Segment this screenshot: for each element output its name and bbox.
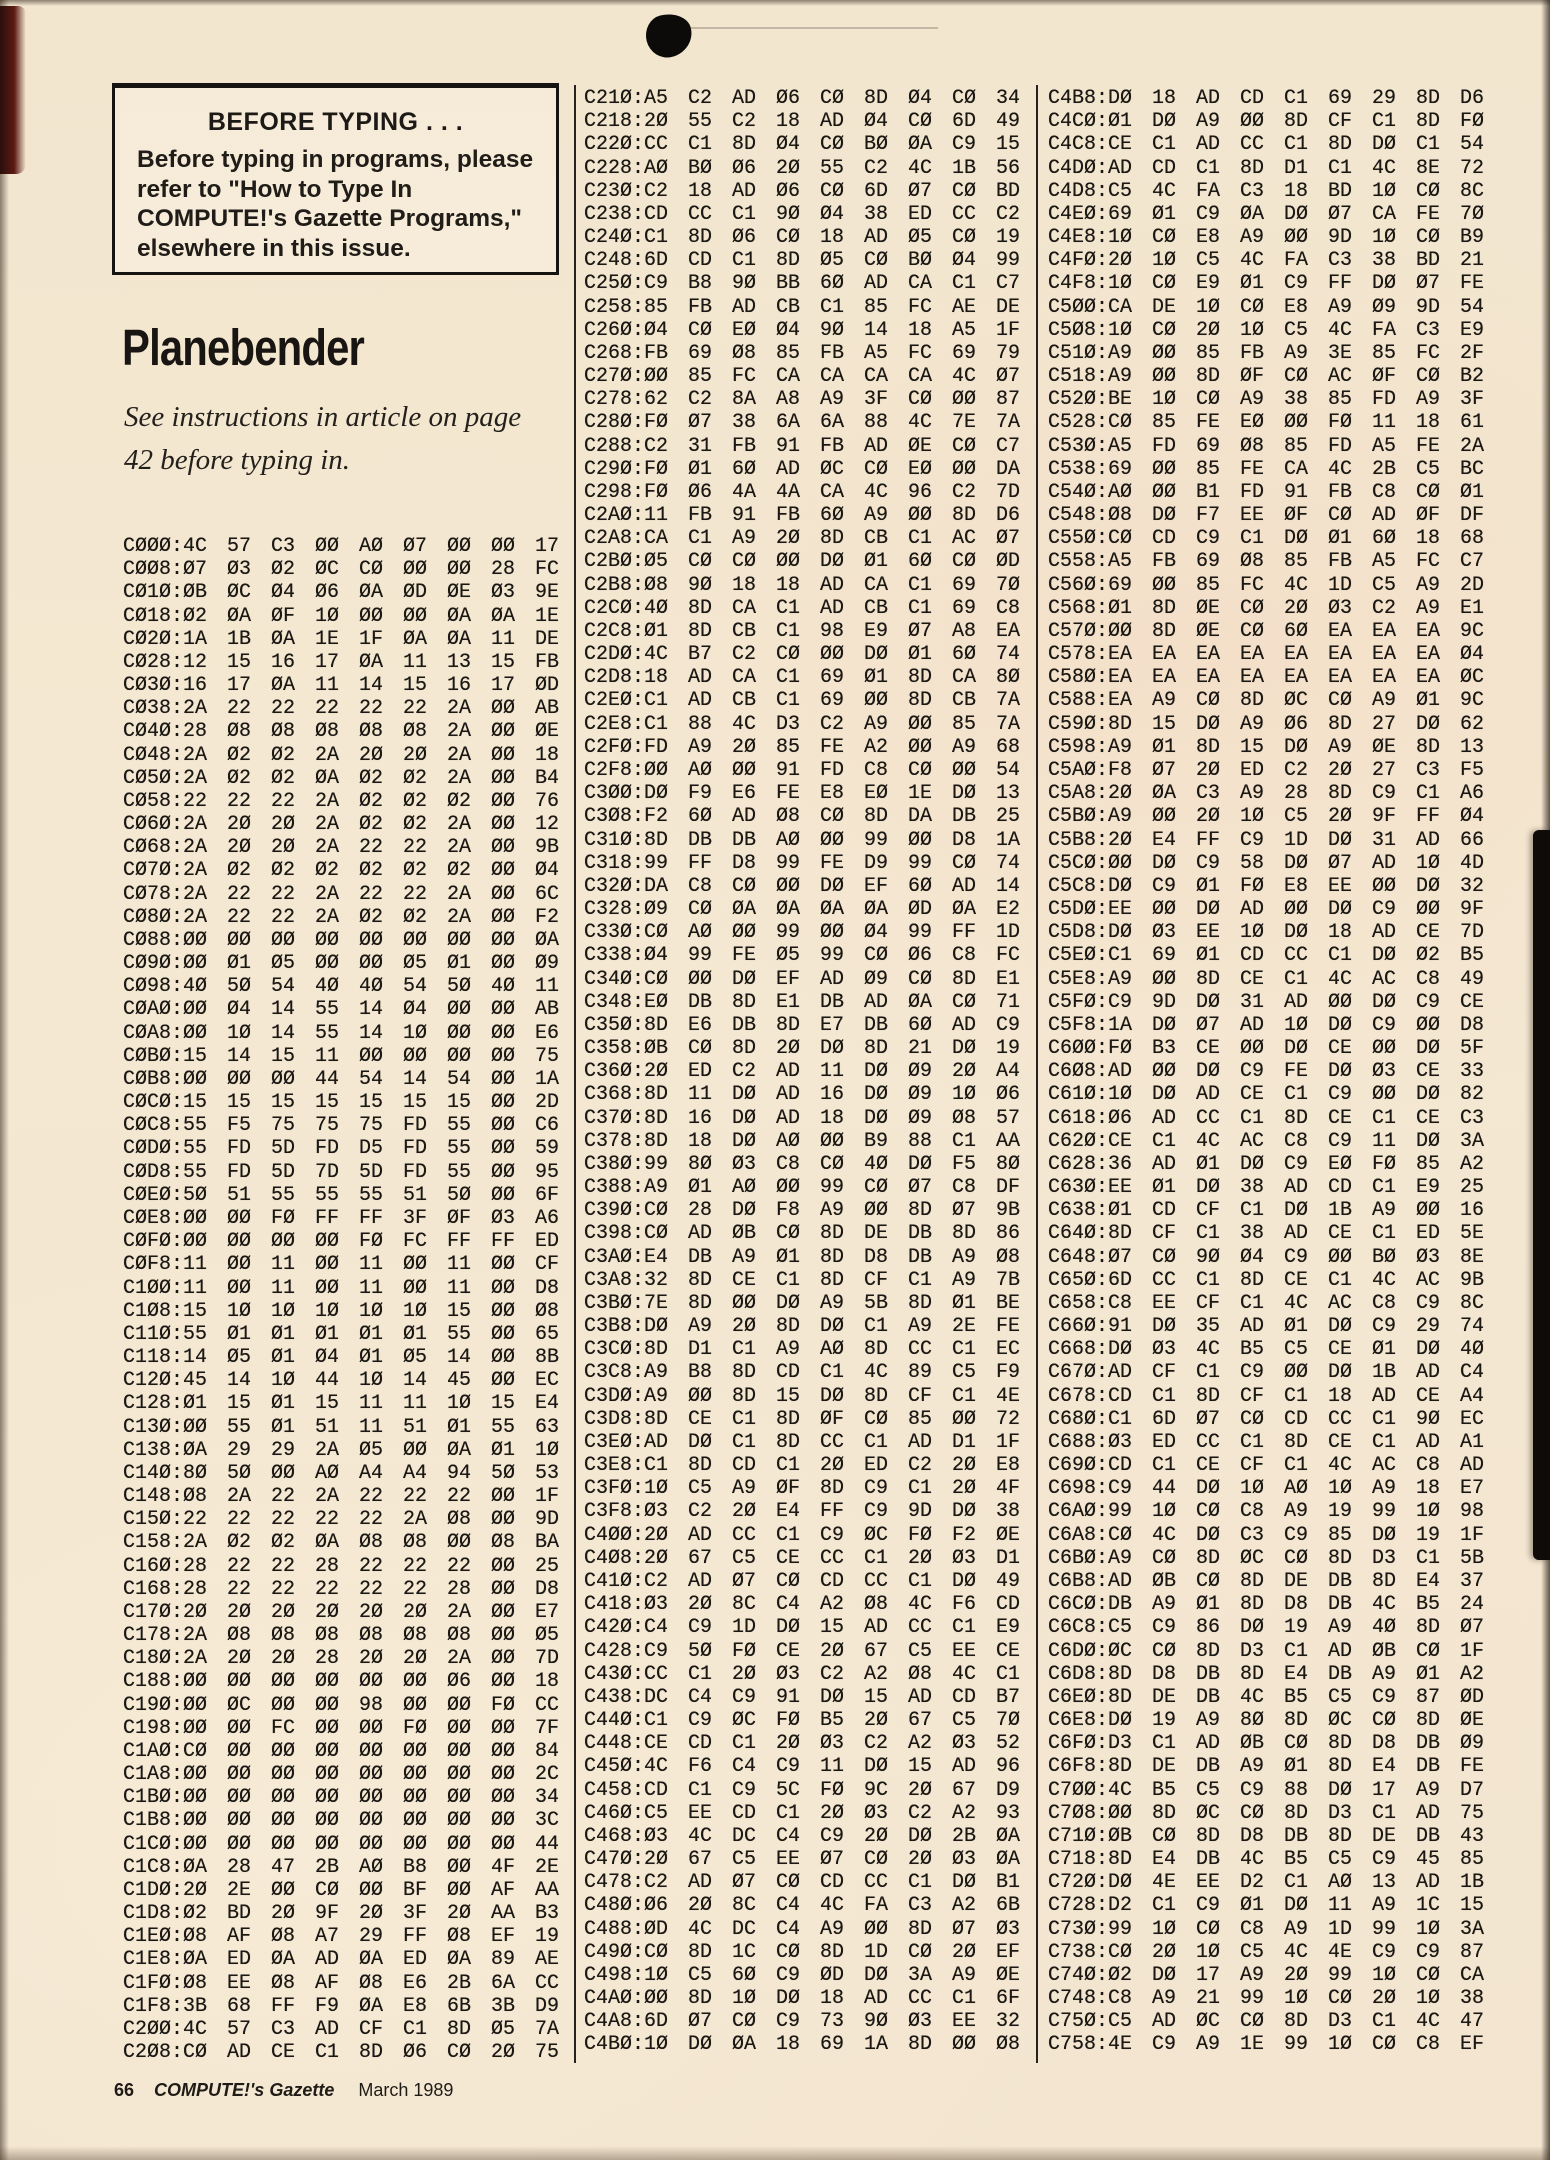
listing-line: C66Ø:91 DØ 35 AD Ø1 DØ C9 29 74 (1048, 1315, 1485, 1339)
listing-line: C4B8:DØ 18 AD CD C1 69 29 8D D6 (1048, 87, 1485, 110)
listing-line: C2EØ:C1 AD CB C1 69 ØØ 8D CB 7A (584, 689, 1021, 713)
listing-column-3 (1048, 87, 1484, 2057)
listing-line: C1EØ:Ø8 AF Ø8 A7 29 FF Ø8 EF 19 (123, 1925, 560, 1949)
listing-line: C25Ø:C9 B8 9Ø BB 6Ø AD CA C1 C7 (584, 272, 1021, 296)
listing-line: C12Ø:45 14 1Ø 44 1Ø 14 45 ØØ EC (123, 1369, 560, 1393)
listing-line: C598:A9 Ø1 8D 15 DØ A9 ØE 8D 13 (1048, 735, 1485, 759)
listing-line: CØ9Ø:ØØ Ø1 Ø5 ØØ ØØ Ø5 Ø1 ØØ Ø9 (123, 952, 560, 976)
listing-line: C3D8:8D CE C1 8D ØF CØ 85 ØØ 72 (584, 1407, 1021, 1431)
listing-line: CØFØ:ØØ ØØ ØØ ØØ FØ FC FF FF ED (123, 1230, 560, 1254)
listing-line: C328:Ø9 CØ ØA ØA ØA ØA ØD ØA E2 (584, 898, 1021, 922)
listing-line: CØ78:2A 22 22 2A 22 22 2A ØØ 6C (123, 882, 560, 906)
listing-line: C6CØ:DB A9 Ø1 8D D8 DB 4C B5 24 (1048, 1593, 1485, 1617)
listing-line: C3E8:C1 8D CD C1 2Ø ED C2 2Ø E8 (584, 1454, 1021, 1478)
listing-line: CØEØ:5Ø 51 55 55 55 51 5Ø ØØ 6F (123, 1183, 560, 1207)
listing-line: C38Ø:99 8Ø Ø3 C8 CØ 4Ø DØ F5 8Ø (584, 1152, 1021, 1176)
listing-line: CØØ8:Ø7 Ø3 Ø2 ØC CØ ØØ ØØ 28 FC (123, 558, 560, 582)
listing-line: C49Ø:CØ 8D 1C CØ 8D 1D CØ 2Ø EF (584, 1940, 1021, 1964)
listing-line: C62Ø:CE C1 4C AC C8 C9 11 DØ 3A (1048, 1129, 1485, 1153)
scan-bottom-edge (0, 2146, 1550, 2160)
listing-line: C1AØ:CØ ØØ ØØ ØØ ØØ ØØ ØØ ØØ 84 (123, 1739, 560, 1763)
listing-line: C63Ø:EE Ø1 DØ 38 AD CD C1 E9 25 (1048, 1176, 1485, 1200)
listing-line: C118:14 Ø5 Ø1 Ø4 Ø1 Ø5 14 ØØ 8B (123, 1346, 560, 1370)
listing-line: C6DØ:ØC CØ 8D D3 C1 AD ØB CØ 1F (1048, 1639, 1485, 1663)
listing-line: C4ØØ:2Ø AD CC C1 C9 ØC FØ F2 ØE (584, 1523, 1021, 1547)
listing-line: C518:A9 ØØ 8D ØF CØ AC ØF CØ B2 (1048, 365, 1485, 389)
listing-line: C1B8:ØØ ØØ ØØ ØØ ØØ ØØ ØØ ØØ 3C (123, 1809, 560, 1833)
listing-line: C378:8D 18 DØ AØ ØØ B9 88 C1 AA (584, 1129, 1021, 1153)
listing-line: C2ØØ:4C 57 C3 AD CF C1 8D Ø5 7A (123, 2018, 560, 2041)
listing-line: C65Ø:6D CC C1 8D CE C1 4C AC 9B (1048, 1268, 1485, 1292)
listing-line: C2B8:Ø8 9Ø 18 18 AD CA C1 69 7Ø (584, 573, 1021, 597)
listing-line: C478:C2 AD Ø7 CØ CD CC C1 DØ B1 (584, 1871, 1021, 1895)
listing-line: C51Ø:A9 ØØ 85 FB A9 3E 85 FC 2F (1048, 341, 1485, 365)
listing-line: C3DØ:A9 ØØ 8D 15 DØ 8D CF C1 4E (584, 1384, 1021, 1408)
listing-line: C5CØ:ØØ DØ C9 58 DØ Ø7 AD 1Ø 4D (1048, 851, 1485, 875)
listing-line: C198:ØØ ØØ FC ØØ ØØ FØ ØØ ØØ 7F (123, 1716, 560, 1740)
listing-line: C43Ø:CC C1 2Ø Ø3 C2 A2 Ø8 4C C1 (584, 1662, 1021, 1686)
listing-line: C4C8:CE C1 AD CC C1 8D DØ C1 54 (1048, 133, 1485, 157)
listing-line: C46Ø:C5 EE CD C1 2Ø Ø3 C2 A2 93 (584, 1801, 1021, 1825)
listing-line: C24Ø:C1 8D Ø6 CØ 18 AD Ø5 CØ 19 (584, 226, 1021, 250)
listing-line: C69Ø:CD C1 CE CF C1 4C AC C8 AD (1048, 1454, 1485, 1478)
listing-line: C6EØ:8D DE DB 4C B5 C5 C9 87 ØD (1048, 1685, 1485, 1709)
listing-line: C3AØ:E4 DB A9 Ø1 8D D8 DB A9 Ø8 (584, 1245, 1021, 1269)
listing-line: CØ38:2A 22 22 22 22 22 2A ØØ AB (123, 697, 560, 721)
listing-line: CØ6Ø:2A 2Ø 2Ø 2A Ø2 Ø2 2A ØØ 12 (123, 813, 560, 837)
listing-line: C44Ø:C1 C9 ØC FØ B5 2Ø 67 C5 7Ø (584, 1709, 1021, 1733)
program-instructions (124, 396, 521, 482)
listing-line: C28Ø:FØ Ø7 38 6A 6A 88 4C 7E 7A (584, 411, 1021, 435)
listing-line: C61Ø:1Ø DØ AD CE C1 C9 ØØ DØ 82 (1048, 1083, 1485, 1107)
listing-line: C6E8:DØ 19 A9 8Ø 8D ØC CØ 8D ØE (1048, 1709, 1485, 1733)
listing-line: C2DØ:4C B7 C2 CØ ØØ DØ Ø1 6Ø 74 (584, 643, 1021, 667)
listing-line: C688:Ø3 ED CC C1 8D CE C1 AD A1 (1048, 1430, 1485, 1454)
listing-line: C48Ø:Ø6 2Ø 8C C4 4C FA C3 A2 6B (584, 1894, 1021, 1918)
listing-line: C2Ø8:CØ AD CE C1 8D Ø6 CØ 2Ø 75 (123, 2041, 560, 2065)
listing-line: CØCØ:15 15 15 15 15 15 15 ØØ 2D (123, 1091, 560, 1115)
listing-line: CØ98:4Ø 5Ø 54 4Ø 4Ø 54 5Ø 4Ø 11 (123, 975, 560, 999)
listing-line: C3ØØ:DØ F9 E6 FE E8 EØ 1E DØ 13 (584, 782, 1021, 806)
listing-line: C5EØ:C1 69 Ø1 CD CC C1 DØ Ø2 B5 (1048, 944, 1485, 968)
listing-line: C56Ø:69 ØØ 85 FC 4C 1D C5 A9 2D (1048, 573, 1485, 597)
listing-line: C658:C8 EE CF C1 4C AC C8 C9 8C (1048, 1291, 1485, 1315)
listing-line: C418:Ø3 2Ø 8C C4 A2 Ø8 4C F6 CD (584, 1593, 1021, 1617)
scan-right-edge-dark (1533, 830, 1550, 1560)
listing-line: CØ7Ø:2A Ø2 Ø2 Ø2 Ø2 Ø2 Ø2 ØØ Ø4 (123, 859, 560, 883)
listing-line: C228:AØ BØ Ø6 2Ø 55 C2 4C 1B 56 (584, 156, 1021, 180)
listing-line: C388:A9 Ø1 AØ ØØ 99 CØ Ø7 C8 DF (584, 1176, 1021, 1200)
listing-line: C5E8:A9 ØØ 8D CE C1 4C AC C8 49 (1048, 967, 1485, 991)
listing-column-1 (123, 535, 559, 2064)
listing-line: C32Ø:DA C8 CØ ØØ DØ EF 6Ø AD 14 (584, 874, 1021, 898)
listing-line: C31Ø:8D DB DB AØ ØØ 99 ØØ D8 1A (584, 828, 1021, 852)
listing-line: C54Ø:AØ ØØ B1 FD 91 FB C8 CØ Ø1 (1048, 480, 1485, 504)
listing-line: C4AØ:ØØ 8D 1Ø DØ 18 AD CC C1 6F (584, 1987, 1021, 2011)
listing-line: C6C8:C5 C9 86 DØ 19 A9 4Ø 8D Ø7 (1048, 1616, 1485, 1640)
listing-line: C588:EA A9 CØ 8D ØC CØ A9 Ø1 9C (1048, 689, 1485, 713)
listing-line: C5A8:2Ø ØA C3 A9 28 8D C9 C1 A6 (1048, 782, 1485, 806)
listing-line: C1Ø8:15 1Ø 1Ø 1Ø 1Ø 1Ø 15 ØØ Ø8 (123, 1299, 560, 1323)
listing-line: C698:C9 44 DØ 1Ø AØ 1Ø A9 18 E7 (1048, 1477, 1485, 1501)
listing-line: C4A8:6D Ø7 CØ C9 73 9Ø Ø3 EE 32 (584, 2010, 1021, 2034)
listing-line: C2CØ:4Ø 8D CA C1 AD CB C1 69 C8 (584, 596, 1021, 620)
listing-line: CØBØ:15 14 15 11 ØØ ØØ ØØ ØØ 75 (123, 1044, 560, 1068)
listing-line: C35Ø:8D E6 DB 8D E7 DB 6Ø AD C9 (584, 1013, 1021, 1037)
listing-line: C278:62 C2 8A A8 A9 3F CØ ØØ 87 (584, 388, 1021, 412)
listing-line: C68Ø:C1 6D Ø7 CØ CD CC C1 9Ø EC (1048, 1407, 1485, 1431)
column-divider (574, 85, 576, 2063)
notice-line: COMPUTE!'s Gazette Programs," (137, 205, 523, 232)
listing-line: C528:CØ 85 FE EØ ØØ FØ 11 18 61 (1048, 411, 1485, 435)
notice-line: elsewhere in this issue. (137, 234, 411, 262)
listing-line: CØ28:12 15 16 17 ØA 11 13 15 FB (123, 650, 560, 674)
listing-line: C11Ø:55 Ø1 Ø1 Ø1 Ø1 Ø1 55 ØØ 65 (123, 1322, 560, 1346)
listing-line: C448:CE CD C1 2Ø Ø3 C2 A2 Ø3 52 (584, 1732, 1021, 1756)
listing-line: C2A8:CA C1 A9 2Ø 8D CB C1 AC Ø7 (584, 527, 1021, 551)
listing-line: C58Ø:EA EA EA EA EA EA EA EA ØC (1048, 666, 1485, 690)
listing-line: C16Ø:28 22 22 28 22 22 22 ØØ 25 (123, 1554, 560, 1578)
listing-line: C19Ø:ØØ ØC ØØ ØØ 98 ØØ ØØ FØ CC (123, 1693, 560, 1717)
notice-title: BEFORE TYPING . . . (207, 108, 464, 136)
listing-line: C75Ø:C5 AD ØC CØ 8D D3 C1 4C 47 (1048, 2010, 1485, 2034)
listing-line: C3A8:32 8D CE C1 8D CF C1 A9 7B (584, 1268, 1021, 1292)
listing-line: C298:FØ Ø6 4A 4A CA 4C 96 C2 7D (584, 480, 1021, 504)
listing-line: C26Ø:Ø4 CØ EØ Ø4 9Ø 14 18 A5 1F (584, 318, 1021, 342)
listing-line: C6B8:AD ØB CØ 8D DE DB 8D E4 37 (1048, 1570, 1485, 1593)
listing-line: C5F8:1A DØ Ø7 AD 1Ø DØ C9 ØØ D8 (1048, 1013, 1485, 1037)
listing-line: C288:C2 31 FB 91 FB AD ØE CØ C7 (584, 434, 1021, 458)
listing-line: C638:Ø1 CD CF C1 DØ 1B A9 ØØ 16 (1048, 1199, 1485, 1223)
listing-line: C468:Ø3 4C DC C4 C9 2Ø DØ 2B ØA (584, 1824, 1021, 1848)
listing-line: C34Ø:CØ ØØ DØ EF AD Ø9 CØ 8D E1 (584, 967, 1021, 991)
listing-line: C5AØ:F8 Ø7 2Ø ED C2 2Ø 27 C3 F5 (1048, 758, 1485, 782)
listing-line: C218:2Ø 55 C2 18 AD Ø4 CØ 6D 49 (584, 110, 1021, 134)
listing-line: C1ØØ:11 ØØ 11 ØØ 11 ØØ 11 ØØ D8 (123, 1276, 560, 1300)
listing-line: C5ØØ:CA DE 1Ø CØ E8 A9 Ø9 9D 54 (1048, 295, 1485, 319)
listing-line: C438:DC C4 C9 91 DØ 15 AD CD B7 (584, 1685, 1021, 1709)
listing-line: C6A8:CØ 4C DØ C3 C9 85 DØ 19 1F (1048, 1523, 1485, 1547)
listing-line: C52Ø:BE 1Ø CØ A9 38 85 FD A9 3F (1048, 388, 1485, 412)
listing-line: C73Ø:99 1Ø CØ C8 A9 1D 99 1Ø 3A (1048, 1917, 1485, 1941)
listing-line: CØC8:55 F5 75 75 75 FD 55 ØØ C6 (123, 1114, 560, 1138)
scan-ink-smear (688, 27, 938, 29)
listing-line: C33Ø:CØ AØ ØØ 99 ØØ Ø4 99 FF 1D (584, 921, 1021, 945)
listing-line: C358:ØB CØ 8D 2Ø DØ 8D 21 DØ 19 (584, 1037, 1021, 1061)
listing-line: C758:4E C9 A9 1E 99 1Ø CØ C8 EF (1048, 2033, 1485, 2057)
listing-line: C738:CØ 2Ø 1Ø C5 4C 4E C9 C9 87 (1048, 1940, 1485, 1964)
listing-line: C13Ø:ØØ 55 Ø1 51 11 51 Ø1 55 63 (123, 1415, 560, 1439)
listing-line: C248:6D CD C1 8D Ø5 CØ BØ Ø4 99 (584, 249, 1021, 273)
listing-line: C458:CD C1 C9 5C FØ 9C 2Ø 67 D9 (584, 1778, 1021, 1802)
listing-line: C7ØØ:4C B5 C5 C9 88 DØ 17 A9 D7 (1048, 1778, 1485, 1802)
listing-line: C728:D2 C1 C9 Ø1 DØ 11 A9 1C 15 (1048, 1894, 1485, 1918)
listing-line: CØ8Ø:2A 22 22 2A Ø2 Ø2 2A ØØ F2 (123, 905, 560, 929)
listing-line: C7Ø8:ØØ 8D ØC CØ 8D D3 C1 AD 75 (1048, 1801, 1485, 1825)
listing-line: CØAØ:ØØ Ø4 14 55 14 Ø4 ØØ ØØ AB (123, 998, 560, 1022)
listing-line: C5DØ:EE ØØ DØ AD ØØ DØ C9 ØØ 9F (1048, 898, 1485, 922)
listing-line: CØØØ:4C 57 C3 ØØ AØ Ø7 ØØ ØØ 17 (123, 535, 560, 558)
listing-line: C668:DØ Ø3 4C B5 C5 CE Ø1 DØ 4Ø (1048, 1338, 1485, 1362)
listing-line: C53Ø:A5 FD 69 Ø8 85 FD A5 FE 2A (1048, 434, 1485, 458)
scan-top-edge (0, 0, 1550, 6)
listing-line: C428:C9 5Ø FØ CE 2Ø 67 C5 EE CE (584, 1639, 1021, 1663)
listing-line: C258:85 FB AD CB C1 85 FC AE DE (584, 295, 1021, 319)
listing-line: C4DØ:AD CD C1 8D D1 C1 4C 8E 72 (1048, 156, 1485, 180)
listing-line: C15Ø:22 22 22 22 22 2A Ø8 ØØ 9D (123, 1508, 560, 1532)
listing-line: C4EØ:69 Ø1 C9 ØA DØ Ø7 CA FE 7Ø (1048, 202, 1485, 226)
listing-line: C318:99 FF D8 99 FE D9 99 CØ 74 (584, 851, 1021, 875)
listing-line: C1C8:ØA 28 47 2B AØ B8 ØØ 4F 2E (123, 1855, 560, 1879)
listing-line: CØ5Ø:2A Ø2 Ø2 ØA Ø2 Ø2 2A ØØ B4 (123, 766, 560, 790)
listing-line: CØB8:ØØ ØØ ØØ 44 54 14 54 ØØ 1A (123, 1067, 560, 1091)
listing-line: C548:Ø8 DØ F7 EE ØF CØ AD ØF DF (1048, 504, 1485, 528)
listing-line: C238:CD CC C1 9Ø Ø4 38 ED CC C2 (584, 202, 1021, 226)
listing-line: C1E8:ØA ED ØA AD ØA ED ØA 89 AE (123, 1948, 560, 1972)
listing-line: CØE8:ØØ ØØ FØ FF FF 3F ØF Ø3 A6 (123, 1206, 560, 1230)
program-title: Planebender (122, 319, 364, 376)
listing-line: C1FØ:Ø8 EE Ø8 AF Ø8 E6 2B 6A CC (123, 1971, 560, 1995)
listing-line: C6F8:8D DE DB A9 Ø1 8D E4 DB FE (1048, 1755, 1485, 1779)
listing-line: C6BØ:A9 CØ 8D ØC CØ 8D D3 C1 5B (1048, 1546, 1485, 1570)
listing-line: C2AØ:11 FB 91 FB 6Ø A9 ØØ 8D D6 (584, 504, 1021, 528)
listing-line: C1A8:ØØ ØØ ØØ ØØ ØØ ØØ ØØ ØØ 2C (123, 1763, 560, 1787)
listing-line: C5Ø8:1Ø CØ 2Ø 1Ø C5 4C FA C3 E9 (1048, 318, 1485, 342)
listing-line: C37Ø:8D 16 DØ AD 18 DØ Ø9 Ø8 57 (584, 1106, 1021, 1130)
listing-line: CØ58:22 22 22 2A Ø2 Ø2 Ø2 ØØ 76 (123, 789, 560, 813)
listing-line: C72Ø:DØ 4E EE D2 C1 AØ 13 AD 1B (1048, 1871, 1485, 1895)
listing-line: C2D8:18 AD CA C1 69 Ø1 8D CA 8Ø (584, 666, 1021, 690)
listing-line: C3BØ:7E 8D ØØ DØ A9 5B 8D Ø1 BE (584, 1291, 1021, 1315)
listing-line: C4D8:C5 4C FA C3 18 BD 1Ø CØ 8C (1048, 179, 1485, 203)
listing-line: CØA8:ØØ 1Ø 14 55 14 1Ø ØØ ØØ E6 (123, 1021, 560, 1045)
listing-line: CØ3Ø:16 17 ØA 11 14 15 16 17 ØD (123, 674, 560, 698)
listing-line: C718:8D E4 DB 4C B5 C5 C9 45 85 (1048, 1848, 1485, 1872)
column-divider (1036, 85, 1038, 2063)
listing-line: C578:EA EA EA EA EA EA EA EA Ø4 (1048, 643, 1485, 667)
listing-line: C29Ø:FØ Ø1 6Ø AD ØC CØ EØ ØØ DA (584, 457, 1021, 481)
listing-line: C39Ø:CØ 28 DØ F8 A9 ØØ 8D Ø7 9B (584, 1199, 1021, 1223)
listing-line: C4Ø8:2Ø 67 C5 CE CC C1 2Ø Ø3 D1 (584, 1546, 1021, 1570)
listing-line: C59Ø:8D 15 DØ A9 Ø6 8D 27 DØ 62 (1048, 712, 1485, 736)
listing-line: C158:2A Ø2 Ø2 ØA Ø8 Ø8 ØØ Ø8 BA (123, 1531, 560, 1555)
listing-line: C45Ø:4C F6 C4 C9 11 DØ 15 AD 96 (584, 1755, 1021, 1779)
listing-line: CØ48:2A Ø2 Ø2 2A 2Ø 2Ø 2A ØØ 18 (123, 743, 560, 767)
listing-line: C5BØ:A9 ØØ 2Ø 1Ø C5 2Ø 9F FF Ø4 (1048, 805, 1485, 829)
listing-line: C17Ø:2Ø 2Ø 2Ø 2Ø 2Ø 2Ø 2A ØØ E7 (123, 1600, 560, 1624)
scan-left-edge (0, 0, 9, 2160)
listing-line: C18Ø:2A 2Ø 2Ø 28 2Ø 2Ø 2A ØØ 7D (123, 1647, 560, 1671)
listing-line: C5B8:2Ø E4 FF C9 1D DØ 31 AD 66 (1048, 828, 1485, 852)
listing-line: C398:CØ AD ØB CØ 8D DE DB 8D 86 (584, 1222, 1021, 1246)
listing-line: C1D8:Ø2 BD 2Ø 9F 2Ø 3F 2Ø AA B3 (123, 1902, 560, 1926)
listing-line: C338:Ø4 99 FE Ø5 99 CØ Ø6 C8 FC (584, 944, 1021, 968)
listing-line: CØ2Ø:1A 1B ØA 1E 1F ØA ØA 11 DE (123, 627, 560, 651)
instruction-line: See instructions in article on page (124, 401, 522, 433)
listing-line: C3FØ:1Ø C5 A9 ØF 8D C9 C1 2Ø 4F (584, 1477, 1021, 1501)
listing-line: C138:ØA 29 29 2A Ø5 ØØ ØA Ø1 1Ø (123, 1438, 560, 1462)
page-footer (114, 2080, 453, 2101)
listing-line: C2FØ:FD A9 2Ø 85 FE A2 ØØ A9 68 (584, 735, 1021, 759)
magazine-name: COMPUTE!'s Gazette (154, 2080, 335, 2100)
listing-line: C3F8:Ø3 C2 2Ø E4 FF C9 9D DØ 38 (584, 1500, 1021, 1524)
listing-line: C47Ø:2Ø 67 C5 EE Ø7 CØ 2Ø Ø3 ØA (584, 1848, 1021, 1872)
listing-line: CØ18:Ø2 ØA ØF 1Ø ØØ ØØ ØA ØA 1E (123, 604, 560, 628)
listing-line: C538:69 ØØ 85 FE CA 4C 2B C5 BC (1048, 457, 1485, 481)
listing-line: C74Ø:Ø2 DØ 17 A9 2Ø 99 1Ø CØ CA (1048, 1963, 1485, 1987)
listing-line: C3EØ:AD DØ C1 8D CC C1 AD D1 1F (584, 1430, 1021, 1454)
listing-line: C748:C8 A9 21 99 1Ø CØ 2Ø 1Ø 38 (1048, 1987, 1485, 2011)
listing-line: C498:1Ø C5 6Ø C9 ØD DØ 3A A9 ØE (584, 1963, 1021, 1987)
listing-line: C5D8:DØ Ø3 EE 1Ø DØ 18 AD CE 7D (1048, 921, 1485, 945)
listing-line: C268:FB 69 Ø8 85 FB A5 FC 69 79 (584, 341, 1021, 365)
notice-line: refer to "How to Type In (137, 175, 413, 203)
notice-body (137, 145, 556, 263)
listing-line: C488:ØD 4C DC C4 A9 ØØ 8D Ø7 Ø3 (584, 1917, 1021, 1941)
listing-line: CØ4Ø:28 Ø8 Ø8 Ø8 Ø8 Ø8 2A ØØ ØE (123, 720, 560, 744)
listing-column-2 (584, 87, 1020, 2057)
listing-line: C1CØ:ØØ ØØ ØØ ØØ ØØ ØØ ØØ ØØ 44 (123, 1832, 560, 1856)
listing-line: C3B8:DØ A9 2Ø 8D DØ C1 A9 2E FE (584, 1315, 1021, 1339)
listing-line: C42Ø:C4 C9 1D DØ 15 AD CC C1 E9 (584, 1616, 1021, 1640)
instruction-line: 42 before typing in. (124, 444, 351, 476)
listing-line: C6Ø8:AD ØØ DØ C9 FE DØ Ø3 CE 33 (1048, 1060, 1485, 1084)
listing-line: CØ1Ø:ØB ØC Ø4 Ø6 ØA ØD ØE Ø3 9E (123, 581, 560, 605)
listing-line: C36Ø:2Ø ED C2 AD 11 DØ Ø9 2Ø A4 (584, 1060, 1021, 1084)
listing-line: C55Ø:CØ CD C9 C1 DØ Ø1 6Ø 18 68 (1048, 527, 1485, 551)
listing-line: C27Ø:ØØ 85 FC CA CA CA CA 4C Ø7 (584, 365, 1021, 389)
listing-line: C368:8D 11 DØ AD 16 DØ Ø9 1Ø Ø6 (584, 1083, 1021, 1107)
listing-line: C67Ø:AD CF C1 C9 ØØ DØ 1B AD C4 (1048, 1361, 1485, 1385)
listing-line: C2BØ:Ø5 CØ CØ ØØ DØ Ø1 6Ø CØ ØD (584, 550, 1021, 574)
scan-ink-blot (641, 9, 696, 62)
before-typing-notice (112, 83, 559, 275)
listing-line: CØ88:ØØ ØØ ØØ ØØ ØØ ØØ ØØ ØØ ØA (123, 928, 560, 952)
listing-line: C148:Ø8 2A 22 2A 22 22 22 ØØ 1F (123, 1485, 560, 1509)
listing-line: CØF8:11 ØØ 11 ØØ 11 ØØ 11 ØØ CF (123, 1253, 560, 1277)
listing-line: C4BØ:1Ø DØ ØA 18 69 1A 8D ØØ Ø8 (584, 2033, 1021, 2057)
listing-line: C1F8:3B 68 FF F9 ØA E8 6B 3B D9 (123, 1994, 560, 2018)
listing-line: C4E8:1Ø CØ E8 A9 ØØ 9D 1Ø CØ B9 (1048, 226, 1485, 250)
listing-line: C628:36 AD Ø1 DØ C9 EØ FØ 85 A2 (1048, 1152, 1485, 1176)
listing-line: C4FØ:2Ø 1Ø C5 4C FA C3 38 BD 21 (1048, 249, 1485, 273)
listing-line: C188:ØØ ØØ ØØ ØØ ØØ ØØ Ø6 ØØ 18 (123, 1670, 560, 1694)
listing-line: C618:Ø6 AD CC C1 8D CE C1 CE C3 (1048, 1106, 1485, 1130)
listing-line: C21Ø:A5 C2 AD Ø6 CØ 8D Ø4 CØ 34 (584, 87, 1021, 110)
listing-line: CØD8:55 FD 5D 7D 5D FD 55 ØØ 95 (123, 1160, 560, 1184)
listing-line: C6D8:8D D8 DB 8D E4 DB A9 Ø1 A2 (1048, 1662, 1485, 1686)
scan-corner-mark (0, 6, 26, 174)
listing-line: C558:A5 FB 69 Ø8 85 FB A5 FC C7 (1048, 550, 1485, 574)
listing-line: C57Ø:ØØ 8D ØE CØ 6Ø EA EA EA 9C (1048, 619, 1485, 643)
listing-line: C568:Ø1 8D ØE CØ 2Ø Ø3 C2 A9 E1 (1048, 596, 1485, 620)
listing-line: C23Ø:C2 18 AD Ø6 CØ 6D Ø7 CØ BD (584, 179, 1021, 203)
listing-line: C4F8:1Ø CØ E9 Ø1 C9 FF DØ Ø7 FE (1048, 272, 1485, 296)
listing-line: C22Ø:CC C1 8D Ø4 CØ BØ ØA C9 15 (584, 133, 1021, 157)
listing-line: C5C8:DØ C9 Ø1 FØ E8 EE ØØ DØ 32 (1048, 874, 1485, 898)
listing-line: C2E8:C1 88 4C D3 C2 A9 ØØ 85 7A (584, 712, 1021, 736)
listing-line: C5FØ:C9 9D DØ 31 AD ØØ DØ C9 CE (1048, 990, 1485, 1014)
listing-line: CØ68:2A 2Ø 2Ø 2A 22 22 2A ØØ 9B (123, 836, 560, 860)
listing-line: C178:2A Ø8 Ø8 Ø8 Ø8 Ø8 Ø8 ØØ Ø5 (123, 1624, 560, 1648)
listing-line: C71Ø:ØB CØ 8D D8 DB 8D DE DB 43 (1048, 1824, 1485, 1848)
page-number: 66 (114, 2080, 135, 2100)
listing-line: C6AØ:99 1Ø CØ C8 A9 19 99 1Ø 98 (1048, 1500, 1485, 1524)
listing-line: C648:Ø7 CØ 9Ø Ø4 C9 ØØ BØ Ø3 8E (1048, 1245, 1485, 1269)
listing-line: C4CØ:Ø1 DØ A9 ØØ 8D CF C1 8D FØ (1048, 110, 1485, 134)
listing-line: C128:Ø1 15 Ø1 15 11 11 1Ø 15 E4 (123, 1392, 560, 1416)
listing-line: C64Ø:8D CF C1 38 AD CE C1 ED 5E (1048, 1222, 1485, 1246)
listing-line: C678:CD C1 8D CF C1 18 AD CE A4 (1048, 1384, 1485, 1408)
listing-line: C3CØ:8D D1 C1 A9 AØ 8D CC C1 EC (584, 1338, 1021, 1362)
listing-line: C3Ø8:F2 6Ø AD Ø8 CØ 8D DA DB 25 (584, 805, 1021, 829)
listing-line: C41Ø:C2 AD Ø7 CØ CD CC C1 DØ 49 (584, 1570, 1021, 1593)
listing-line: C1DØ:2Ø 2E ØØ CØ ØØ BF ØØ AF AA (123, 1878, 560, 1902)
listing-line: C3C8:A9 B8 8D CD C1 4C 89 C5 F9 (584, 1361, 1021, 1385)
listing-line: C2F8:ØØ AØ ØØ 91 FD C8 CØ ØØ 54 (584, 758, 1021, 782)
issue-date: March 1989 (358, 2080, 454, 2100)
listing-line: CØDØ:55 FD 5D FD D5 FD 55 ØØ 59 (123, 1137, 560, 1161)
listing-line: C14Ø:8Ø 5Ø ØØ AØ A4 A4 94 5Ø 53 (123, 1461, 560, 1485)
listing-line: C348:EØ DB 8D E1 DB AD ØA CØ 71 (584, 990, 1021, 1014)
listing-line: C6ØØ:FØ B3 CE ØØ DØ CE ØØ DØ 5F (1048, 1037, 1485, 1061)
listing-line: C1BØ:ØØ ØØ ØØ ØØ ØØ ØØ ØØ ØØ 34 (123, 1786, 560, 1810)
notice-line: Before typing in programs, please (137, 146, 534, 173)
listing-line: C2C8:Ø1 8D CB C1 98 E9 Ø7 A8 EA (584, 619, 1021, 643)
listing-line: C6FØ:D3 C1 AD ØB CØ 8D D8 DB Ø9 (1048, 1732, 1485, 1756)
listing-line: C168:28 22 22 22 22 22 28 ØØ D8 (123, 1577, 560, 1601)
